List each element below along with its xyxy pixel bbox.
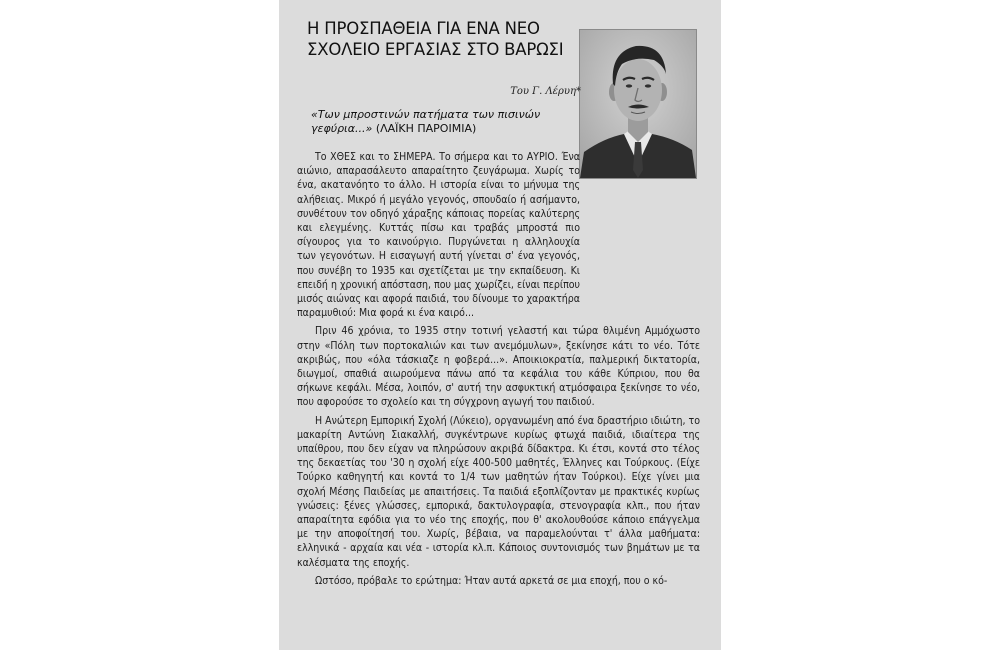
paragraph-3: Η Ανώτερη Εμπορική Σχολή (Λύκειο), οργανωμένη από ένα δραστήριο ιδιώτη, το μακαρίτη Αντώνη Σιακαλλή, συγκέντρωνε κυρίως φτωχά παιδιά, ιδιαίτερα της υπαίθρου, που δεν είχαν να πληρώσουν ακριβά δίδακτρα. Κι έτσι, κοντά στο τέλος της δεκαετίας του '30 η σχολή είχε 400-500 μαθητές, Έλληνες και Τούρκους. (Είχε Τούρκο καθηγητή και κοντά το 1/4 των μαθητών ήταν Τούρκοι). Είχε γίνει μια σχολή Μέσης Παιδείας με απαιτήσεις. Τα παιδιά εξοπλίζονταν με πρακτικές κυρίως γνώσεις: ξένες γλώσσες, εμπορικά, δακτυλογραφία, στενογραφία κλπ., που ήταν απαραίτητα εφόδια για το νέο της εποχής, που θ' ακολουθούσε κάποιο επάγγελμα με την αποφοίτησή του. Χωρίς, βέβαια, να παραμελούνται τ' άλλα μαθήματα: ελληνικά - αρχαία και νέα - ιστορία κλ.π. Κάποιος συντονισμός των βημάτων με τα καλέσματα της εποχής. <box>297 414 700 569</box>
paragraph-2: Πριν 46 χρόνια, το 1935 στην τοτινή γελαστή και τώρα θλιμένη Αμμόχωστο στην «Πόλη των πορτοκαλιών και των ανεμόμυλων», ξεκίνησε κάτι το νέο. Τότε ακριβώς, που «όλα τάσκιαζε η φοβερά...». Αποικιοκρατία, παλμερική δικτατορία, διωγμοί, σπαθιά αιωρούμενα πάνω από τα κεφάλια του κάθε Κύπριου, που θα σήκωνε κεφάλι. Μέσα, λοιπόν, σ' αυτή την ασφυκτική ατμόσφαιρα ξεκίνησε το νέο, που αφορούσε το σχολείο και τη σύγχρονη αγωγή του παιδιού. <box>297 325 700 409</box>
epigraph <box>311 108 573 136</box>
paragraph-4: Ωστόσο, πρόβαλε το ερώτημα: Ήταν αυτά αρκετά σε μια εποχή, που ο κό- <box>315 574 668 587</box>
article-title <box>307 18 597 60</box>
epigraph-source: (ΛΑΪΚΗ ΠΑΡΟΙΜΙΑ) <box>375 122 477 135</box>
article-body <box>297 150 700 592</box>
byline: Του Γ. Λέρυη* <box>510 86 581 97</box>
epigraph-quote: «Των μπροστινών πατήματα των πισινών γεφύρια...» <box>311 108 541 135</box>
title-line-1: Η ΠΡΟΣΠΑΘΕΙΑ ΓΙΑ ΕΝΑ ΝΕΟ <box>307 19 540 38</box>
document-page <box>279 0 721 650</box>
title-line-2: ΣΧΟΛΕΙΟ ΕΡΓΑΣΙΑΣ ΣΤΟ ΒΑΡΩΣΙ <box>307 40 564 59</box>
paragraph-1: Το ΧΘΕΣ και το ΣΗΜΕΡΑ. Το σήμερα και το ΑΥΡΙΟ. Ένα αιώνιο, απαρασάλευτο απαραίτητο ζευγάρωμα. Χωρίς το ένα, ακατανόητο το άλλο. Η ιστορία είναι το μήνυμα της αλήθειας. Μικρό ή μεγάλο γεγονός, σπουδαίο ή ασήμαντο, συνθέτουν τον οδηγό χάραξης κάποιας πορείας καλύτερης και ελεγμένης. Κυττάς πίσω και τραβάς μπροστά πιο σίγουρος για το καινούργιο. Πυργώνεται η αλληλουχία των γεγονότων. Η εισαγωγή αυτή γίνεται σ' ένα γεγονός, που συνέβη το 1935 και σχετίζεται με την εκπαίδευση. Κι επειδή η χρονική απόσταση, που μας χωρίζει, είναι περίπου μισός αιώνας και αφορά παιδιά, του δίνουμε το χαρακτήρα παραμυθιού: Μια φορά κι ένα καιρό... <box>297 151 580 320</box>
